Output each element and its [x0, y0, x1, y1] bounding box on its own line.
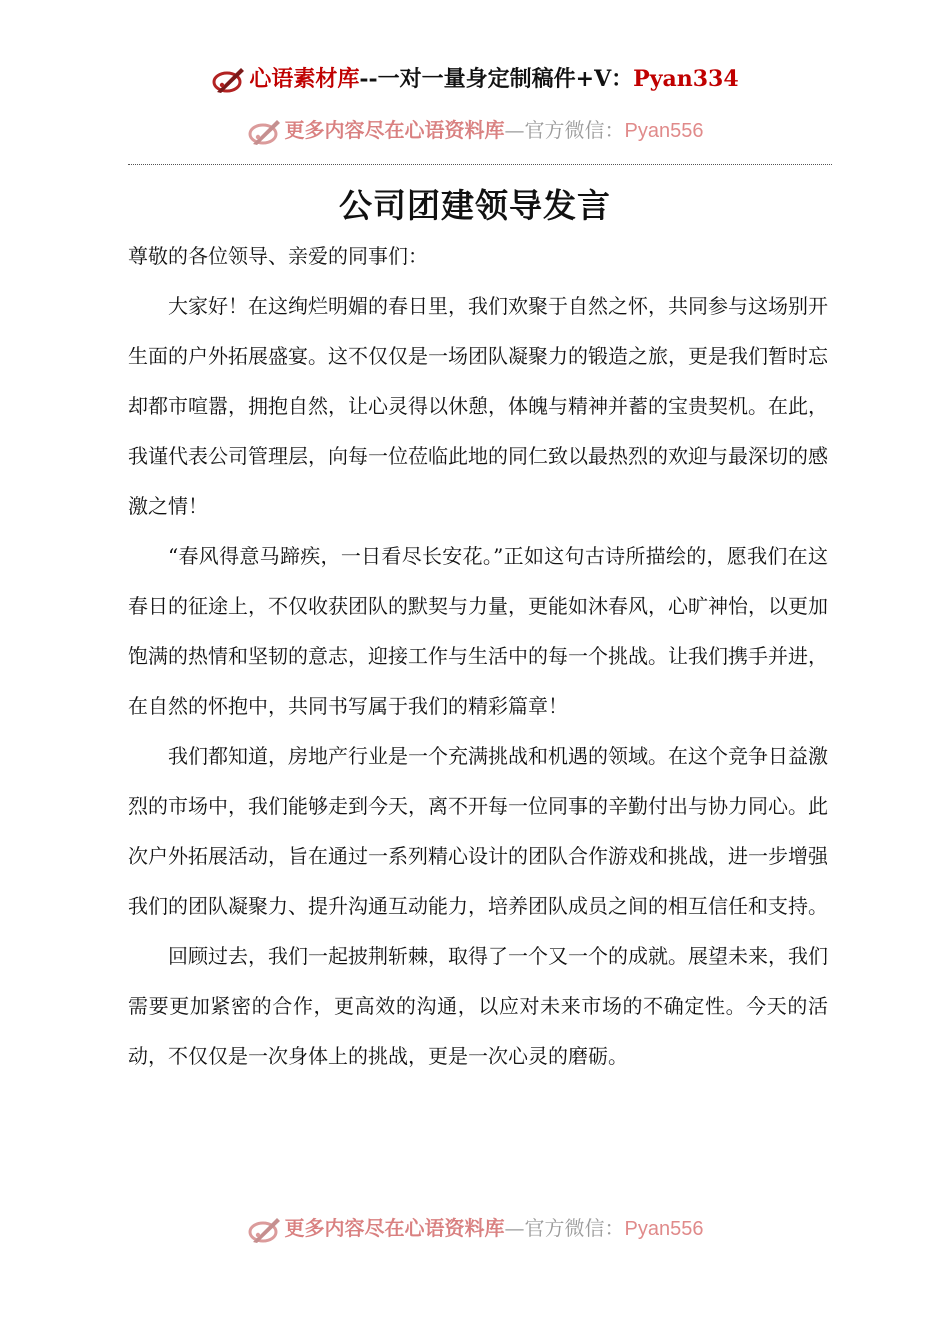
watermark-label: 官方微信： [524, 1216, 625, 1240]
paragraph-2: “春风得意马蹄疾，一日看尽长安花。”正如这句古诗所描绘的，愿我们在这春日的征途上，不仅收获团队的默契与力量，更能如沐春风，心旷神怡，以更加饱满的热情和坚韧的意志，迎接工作与生活中的每一个挑战。让我们携手并进，在自然的怀抱中，共同书写属于我们的精彩篇章！ [128, 544, 828, 718]
quill-pen-logo-icon [247, 1215, 283, 1245]
watermark-dash: — [504, 118, 525, 142]
header-separator: -- [359, 66, 378, 92]
header-tagline: 一对一量身定制稿件 [377, 66, 576, 92]
quill-pen-logo-icon [211, 65, 247, 95]
header-contact-prefix: +V： [575, 66, 634, 92]
watermark-main-text: 更多内容尽在心语资料库 [284, 1216, 505, 1240]
watermark-dash: — [504, 1216, 525, 1240]
header-divider [128, 164, 832, 165]
watermark-main-text: 更多内容尽在心语资料库 [284, 118, 505, 142]
watermark-top [0, 114, 950, 147]
watermark-label: 官方微信： [524, 118, 625, 142]
header-banner [0, 62, 950, 95]
header-brand: 心语素材库 [249, 66, 360, 92]
paragraph-1: 大家好！在这绚烂明媚的春日里，我们欢聚于自然之怀，共同参与这场别开生面的户外拓展盛宴。这不仅仅是一场团队凝聚力的锻造之旅，更是我们暂时忘却都市喧嚣，拥抱自然，让心灵得以休憩，体魄与精神并蓄的宝贵契机。在此，我谨代表公司管理层，向每一位莅临此地的同仁致以最热烈的欢迎与最深切的感激之情！ [128, 294, 828, 518]
quill-pen-logo-icon [247, 117, 283, 147]
paragraph-4: 回顾过去，我们一起披荆斩棘，取得了一个又一个的成就。展望未来，我们需要更加紧密的合作，更高效的沟通，以应对未来市场的不确定性。今天的活动，不仅仅是一次身体上的挑战，更是一次心灵的磨砺。 [128, 944, 828, 1068]
watermark-bottom [0, 1212, 950, 1245]
salutation: 尊敬的各位领导、亲爱的同事们： [128, 244, 428, 268]
document-body [128, 231, 828, 1081]
header-contact-id: Pyan334 [633, 66, 739, 92]
watermark-wechat: Pyan556 [624, 120, 704, 142]
watermark-wechat: Pyan556 [624, 1218, 704, 1240]
document-title: 公司团建领导发言 [339, 186, 611, 225]
paragraph-3: 我们都知道，房地产行业是一个充满挑战和机遇的领域。在这个竞争日益激烈的市场中，我们能够走到今天，离不开每一位同事的辛勤付出与协力同心。此次户外拓展活动，旨在通过一系列精心设计的团队合作游戏和挑战，进一步增强我们的团队凝聚力、提升沟通互动能力，培养团队成员之间的相互信任和支持。 [128, 744, 828, 918]
